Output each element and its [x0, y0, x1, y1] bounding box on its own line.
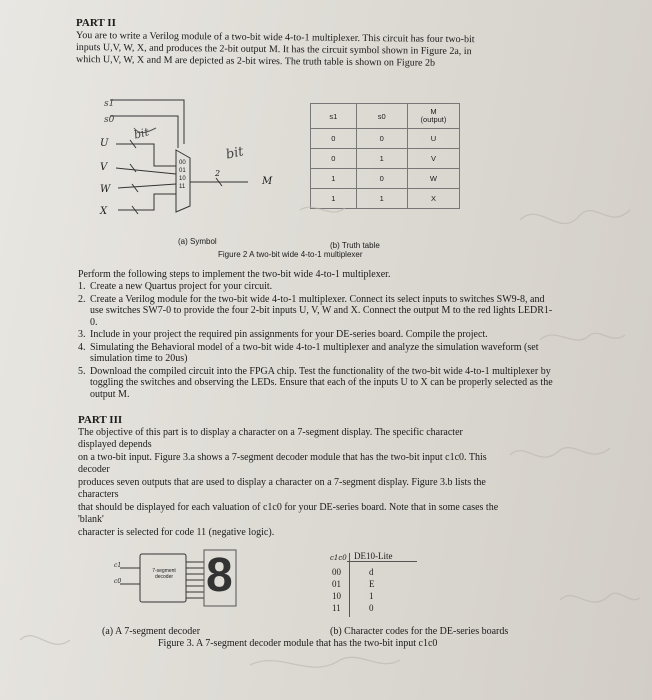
part3-line-8: 'blank' [78, 514, 104, 525]
part2-intro-line-2: inputs U,V, W, X, and produces the 2-bit output M. It has the circuit symbol shown in Figure 2a, in [75, 42, 472, 58]
mux-code-10: 10 [179, 176, 186, 182]
part2-intro-line-3: which U,V, W, X and M are depicted as 2-bit wires. The truth table is shown on Figure 2b [75, 54, 436, 69]
seven-segment-digit: 8 [206, 549, 233, 602]
part3-line-3: on a two-bit input. Figure 3.a shows a 7-segment decoder module that has the two-bit input c1c0. This [78, 452, 487, 463]
figure2-caption-b: (b) Truth table [330, 241, 380, 250]
figure3-caption-a: (a) A 7-segment decoder [102, 626, 201, 637]
code-cell: 11 [332, 603, 341, 613]
output-bus-width: 2 [215, 169, 221, 178]
cell-s1: 1 [311, 169, 357, 189]
figure3-caption: Figure 3. A 7-segment decoder module that has the two-bit input c1c0 [158, 638, 438, 649]
part3-line-9: character is selected for code 11 (negative logic). [78, 527, 275, 538]
step-text: Create a new Quartus project for your circuit. [90, 281, 273, 292]
truth-header-s0: s0 [356, 104, 407, 129]
code-cell: 01 [332, 579, 341, 589]
figure2-caption-a: (a) Symbol [178, 237, 217, 246]
char-cell: E [369, 579, 375, 589]
handwritten-bit-note-1: bit [132, 125, 151, 142]
cell-m: V [407, 149, 459, 169]
label-s1: s1 [104, 99, 115, 109]
cell-s0: 1 [356, 149, 407, 169]
label-s0: s0 [104, 115, 115, 125]
part3-line-2: displayed depends [78, 439, 152, 450]
decoder-input-c1: c1 [114, 562, 122, 569]
part2-intro-line-1: You are to write a Verilog module of a two-bit wide 4-to-1 multiplexer. This circuit has four two-bit [75, 30, 475, 46]
truth-header-s1: s1 [311, 104, 357, 129]
part2-heading: PART II [76, 17, 116, 29]
step-text: Create a Verilog module for the two-bit wide 4-to-1 multiplexer. Connect its select inputs to switches SW9-8, and use switches SW7-0 to provide the four 2-bit inputs U, V, W and X. Connect the output M to the red lights LEDR1-0. [90, 293, 553, 328]
part3-line-1: The objective of this part is to display a character on a 7-segment display. The specific character [78, 427, 463, 438]
cell-m: U [407, 129, 459, 149]
mux-code-01: 01 [179, 168, 186, 174]
steps-intro: Perform the following steps to implement the two-bit wide 4-to-1 multiplexer. [78, 269, 391, 280]
step-text: Include in your project the required pin assignments for your DE-series board. Compile the project. [90, 329, 488, 340]
figure2-caption: Figure 2 A two-bit wide 4-to-1 multiplexer [218, 250, 363, 259]
mux-code-00: 00 [179, 160, 186, 166]
step-number: 3. [78, 329, 86, 340]
part3-line-6: characters [78, 489, 119, 500]
part3-line-5: produces seven outputs that are used to display a character on a 7-segment display. Figure 3.b lists the [78, 477, 486, 488]
cell-s1: 0 [311, 129, 357, 149]
cell-m: W [407, 169, 459, 189]
figure3-caption-b: (b) Character codes for the DE-series boards [330, 626, 509, 637]
label-input-x: X [100, 206, 108, 217]
decoder-block-label: 7-segment decoder [152, 568, 176, 580]
code-cell: 00 [332, 567, 341, 577]
code-cell: 10 [332, 591, 341, 601]
label-input-u: U [100, 138, 109, 149]
cell-s1: 0 [311, 149, 357, 169]
mux-code-11: 11 [179, 184, 186, 190]
label-output-m: M [262, 176, 273, 187]
part3-heading: PART III [78, 414, 123, 426]
cell-m: X [407, 189, 459, 209]
step-text: Download the compiled circuit into the FPGA chip. Test the functionality of the two-bit wide 4-to-1 multiplexer by toggling the switches and observing the LEDs. Ensure that each of the inputs U to X can be properly selected as the output M. [90, 365, 553, 400]
codes-header-value: DE10-Lite [354, 551, 393, 561]
label-input-w: W [100, 184, 111, 195]
cell-s0: 1 [356, 189, 407, 209]
cell-s0: 0 [356, 169, 407, 189]
step-text: Simulating the Behavioral model of a two-bit wide 4-to-1 multiplexer and analyze the simulation waveform (set simulation time to 20us) [90, 341, 539, 364]
cell-s0: 0 [356, 129, 407, 149]
char-cell: 1 [369, 591, 374, 601]
char-cell: d [369, 567, 374, 577]
step-number: 2. [78, 293, 86, 305]
truth-header-output: M (output) [407, 104, 459, 129]
part3-line-4: decoder [78, 464, 110, 475]
char-cell: 0 [369, 603, 374, 613]
step-number: 5. [78, 365, 86, 377]
codes-header-code: c1c0 [330, 554, 347, 562]
part3-line-7: that should be displayed for each valuation of c1c0 for your DE-series board. Note that in some cases the [78, 502, 499, 513]
step-number: 4. [78, 341, 86, 353]
handwritten-bit-note-2: bit [224, 144, 245, 163]
decoder-input-c0: c0 [114, 578, 122, 585]
step-number: 1. [78, 281, 86, 292]
cell-s1: 1 [311, 189, 357, 209]
label-input-v: V [100, 162, 108, 173]
